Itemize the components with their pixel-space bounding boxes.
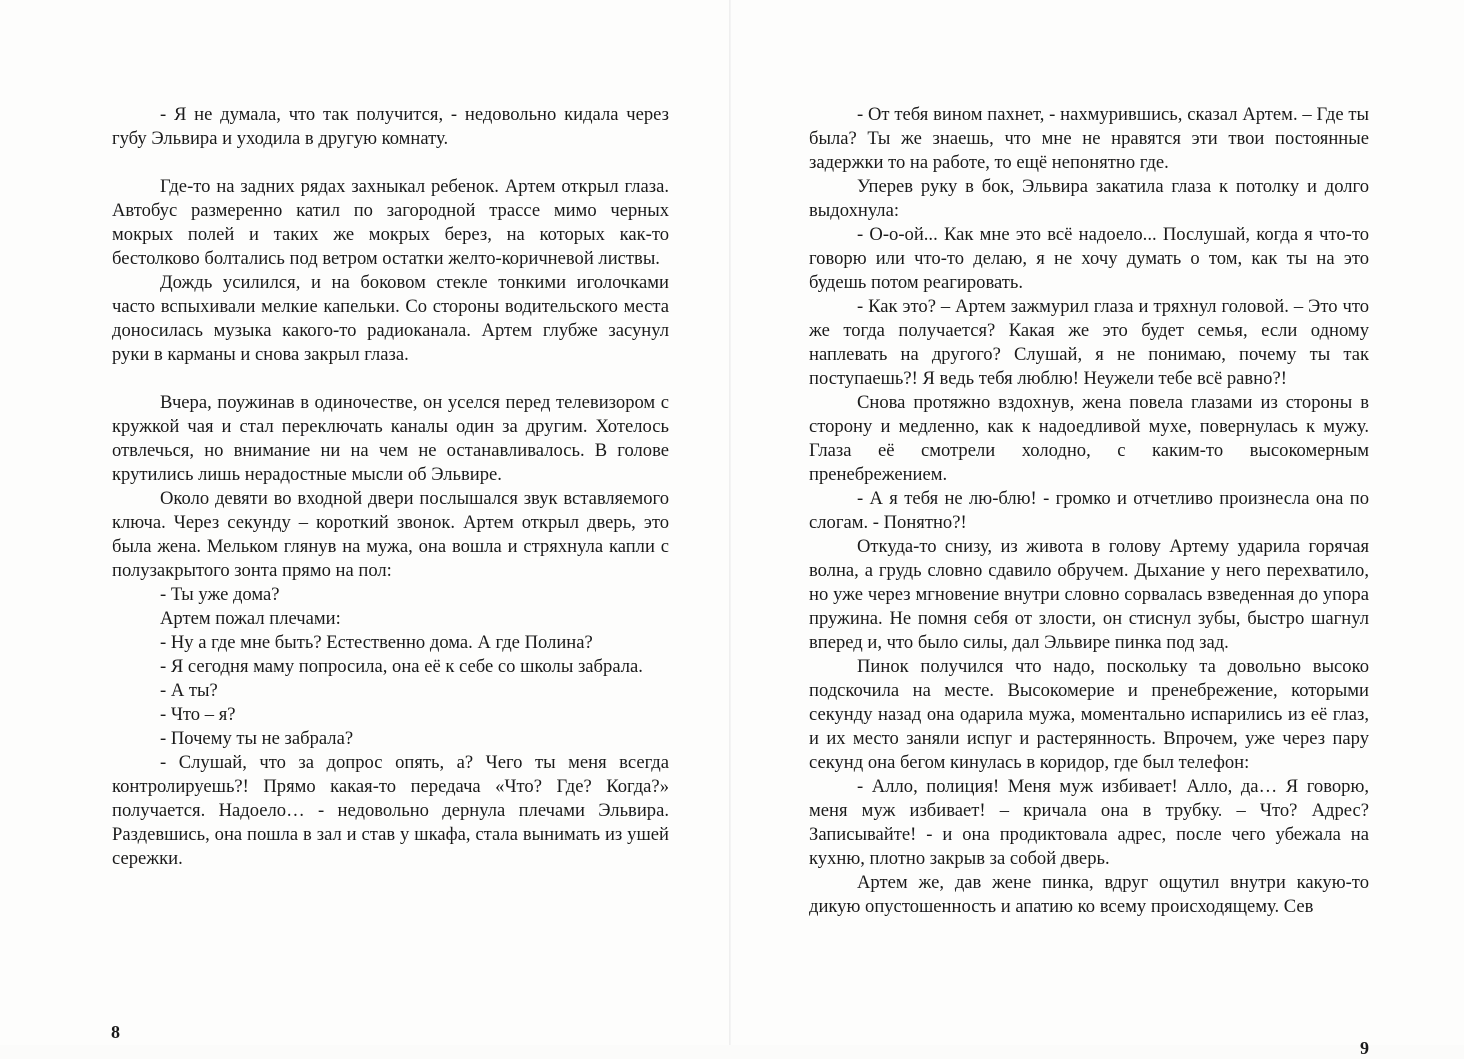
- paragraph: Откуда-то снизу, из живота в голову Артему ударила горячая волна, а грудь словно сдавило обручем. Дыхание у него перехватило, но уже через мгновение внутри словно сорвалась взведенная до упора пружина. Не помня себя от злости, он стиснул зубы, быстро шагнул вперед и, что было силы, дал Эльвире пинка под зад.: [809, 536, 1369, 653]
- paragraph: Уперев руку в бок, Эльвира закатила глаза к потолку и долго выдохнула:: [809, 176, 1369, 221]
- paragraph: - Что – я?: [160, 704, 236, 725]
- paragraph: - Алло, полиция! Меня муж избивает! Алло, да… Я говорю, меня муж избивает! – кричала она в трубку. – Что? Адрес? Записывайте! - и она продиктовала адрес, после чего убежала на кухню, плотно закрыв за собой дверь.: [809, 776, 1369, 869]
- paragraph: Артем пожал плечами:: [160, 608, 341, 629]
- paragraph: - А ты?: [160, 680, 218, 701]
- page-number-left: 8: [111, 1022, 120, 1042]
- paragraph: - Я сегодня маму попросила, она её к себе со школы забрала.: [160, 656, 643, 677]
- left-page-text: [112, 103, 669, 871]
- paragraph: Снова протяжно вздохнув, жена повела глазами из стороны в сторону и медленно, как к надоедливой мухе, повернулась к мужу. Глаза её смотрели холодно, с каким-то высокомерным пренебрежением.: [809, 392, 1369, 485]
- paragraph: - Как это? – Артем зажмурил глаза и тряхнул головой. – Это что же тогда получается? Какая же это будет семья, если одному наплевать на другого? Слушай, я не понимаю, почему ты так поступаешь?! Я ведь тебя люблю! Неужели тебе всё равно?!: [809, 296, 1369, 389]
- paragraph: - Я не думала, что так получится, - недовольно кидала через губу Эльвира и уходила в другую комнату.: [112, 104, 669, 149]
- page-number-right: 9: [1360, 1038, 1369, 1058]
- paragraph: Пинок получился что надо, поскольку та довольно высоко подскочила на месте. Высокомерие и пренебрежение, которыми секунду назад она одарила мужа, моментально испарились из её глаз, и их место заняли испуг и растерянность. Впрочем, уже через пару секунд она бегом кинулась в коридор, где был телефон:: [809, 656, 1369, 773]
- paragraph: - А я тебя не лю-блю! - громко и отчетливо произнесла она по слогам. - Понятно?!: [809, 488, 1369, 533]
- right-page: [731, 0, 1464, 1045]
- left-page: [0, 0, 731, 1045]
- paragraph: Вчера, поужинав в одиночестве, он уселся перед телевизором с кружкой чая и стал переключать каналы один за другим. Хотелось отвлечься, но внимание ни на чем не останавливалось. В голове крутились лишь нерадостные мысли об Эльвире.: [112, 392, 669, 485]
- paragraph: - От тебя вином пахнет, - нахмурившись, сказал Артем. – Где ты была? Ты же знаешь, что мне не нравятся эти твои постоянные задержки то на работе, то ещё непонятно где.: [809, 104, 1369, 173]
- paragraph: - Слушай, что за допрос опять, а? Чего ты меня всегда контролируешь?! Прямо какая-то передача «Что? Где? Когда?» получается. Надоело… - недовольно дернула плечами Эльвира. Раздевшись, она пошла в зал и став у шкафа, стала вынимать из ушей сережки.: [112, 752, 669, 869]
- right-page-text: [809, 103, 1369, 919]
- paragraph: - Ну а где мне быть? Естественно дома. А где Полина?: [160, 632, 593, 653]
- paragraph: Артем же, дав жене пинка, вдруг ощутил внутри какую-то дикую опустошенность и апатию ко всему происходящему. Сев: [809, 872, 1369, 917]
- paragraph: - Ты уже дома?: [160, 584, 280, 605]
- paragraph: Где-то на задних рядах захныкал ребенок. Артем открыл глаза. Автобус размеренно катил по загородной трассе мимо черных мокрых полей и таких же мокрых берез, на которых как-то бестолково болтались под ветром остатки желто-коричневой листвы.: [112, 176, 669, 269]
- paragraph: Около девяти во входной двери послышался звук вставляемого ключа. Через секунду – короткий звонок. Артем открыл дверь, это была жена. Мельком глянув на мужа, она вошла и стряхнула капли с полузакрытого зонта прямо на пол:: [112, 488, 669, 581]
- paragraph: Дождь усилился, и на боковом стекле тонкими иголочками часто вспыхивали мелкие капельки. Со стороны водительского места доносилась музыка какого-то радиоканала. Артем глубже засунул руки в карманы и снова закрыл глаза.: [112, 272, 669, 365]
- paragraph: - О-о-ой... Как мне это всё надоело... Послушай, когда я что-то говорю или что-то делаю, я не хочу думать о том, как ты на это будешь потом реагировать.: [809, 224, 1369, 293]
- paragraph: - Почему ты не забрала?: [160, 728, 354, 749]
